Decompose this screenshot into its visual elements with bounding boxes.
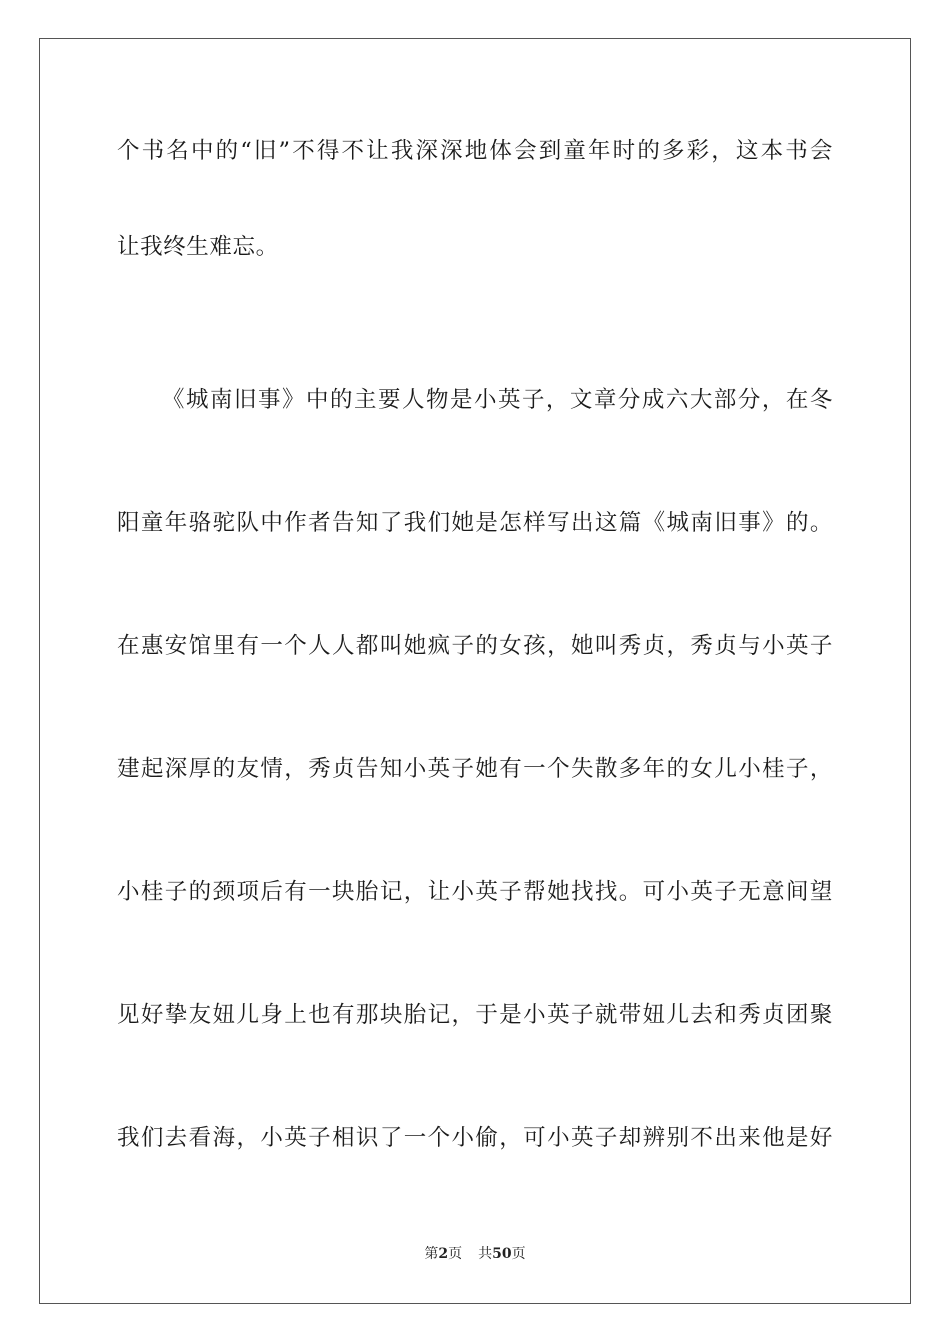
footer-page-number: 2 — [438, 1246, 449, 1262]
text-line-2: 让我终生难忘。 — [117, 234, 279, 260]
footer-page-prefix: 第 — [424, 1246, 439, 1262]
text-line-1: 个书名中的“旧”不得不让我深深地体会到童年时的多彩，这本书会 — [117, 138, 833, 164]
footer-total-suffix: 页 — [511, 1246, 526, 1262]
footer-total-number: 50 — [492, 1246, 512, 1262]
footer-total-prefix: 共 — [478, 1246, 493, 1262]
text-line-7: 小桂子的颈项后有一块胎记，让小英子帮她找找。可小英子无意间望 — [117, 879, 833, 905]
text-line-3: 《城南旧事》中的主要人物是小英子，文章分成六大部分，在冬 — [162, 387, 833, 413]
text-line-5: 在惠安馆里有一个人人都叫她疯子的女孩，她叫秀贞，秀贞与小英子 — [117, 633, 833, 659]
footer-page-suffix: 页 — [448, 1246, 463, 1262]
text-line-4: 阳童年骆驼队中作者告知了我们她是怎样写出这篇《城南旧事》的。 — [117, 510, 833, 536]
text-line-9: 我们去看海，小英子相识了一个小偷，可小英子却辨别不出来他是好 — [117, 1125, 833, 1151]
page-footer — [0, 1244, 950, 1264]
text-line-6: 建起深厚的友情，秀贞告知小英子她有一个失散多年的女儿小桂子， — [117, 756, 833, 782]
text-line-8: 见好挚友妞儿身上也有那块胎记，于是小英子就带妞儿去和秀贞团聚 — [117, 1002, 833, 1028]
